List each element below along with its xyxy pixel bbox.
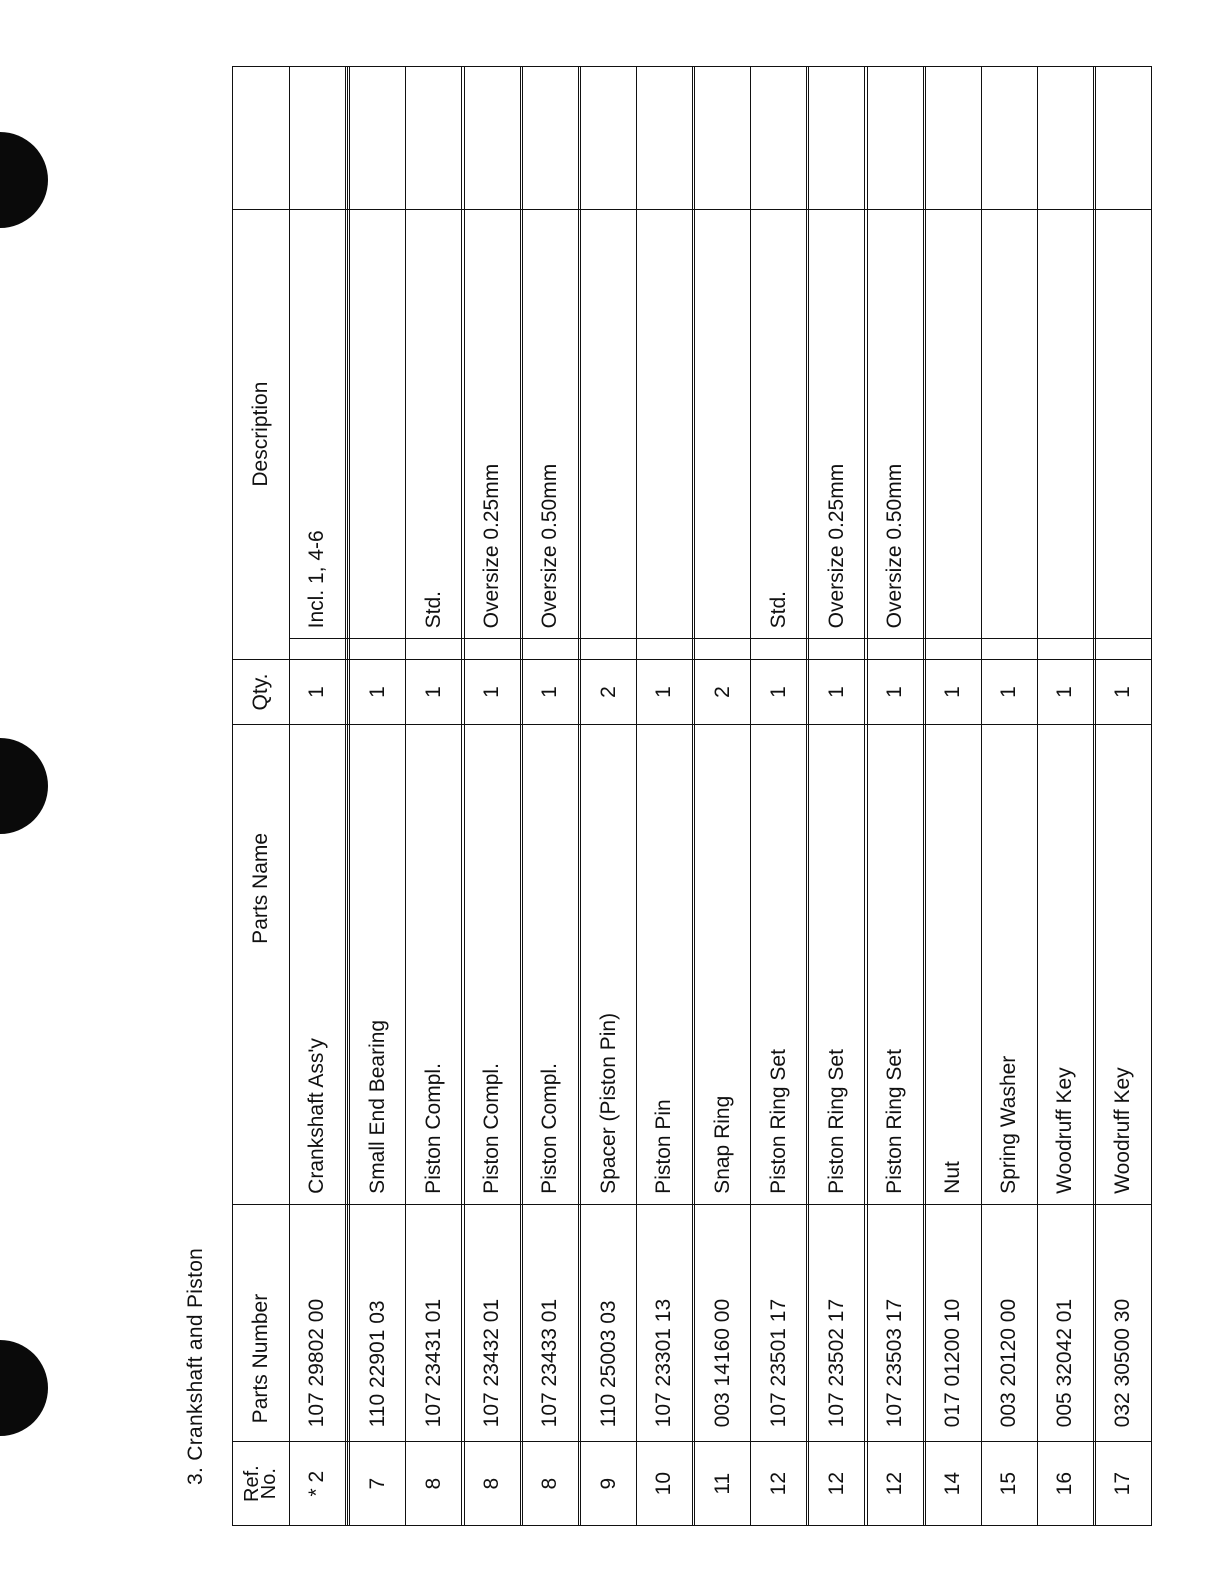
row-qty: 1	[925, 659, 981, 725]
table-row	[1095, 67, 1151, 1526]
row-parts-number: 107 23433 01	[522, 1204, 578, 1442]
row-qty: 1	[290, 659, 346, 725]
row-ref-no: 9	[581, 1442, 637, 1526]
binder-hole-middle	[0, 738, 48, 834]
row-description: Oversize 0.25mm	[809, 209, 865, 639]
binder-hole-top	[0, 132, 48, 228]
row-extra	[464, 67, 520, 210]
row-qty: 1	[636, 659, 692, 725]
table-row	[809, 67, 865, 1526]
row-gap	[981, 639, 1037, 659]
row-gap	[751, 639, 807, 659]
table-row	[290, 67, 346, 1526]
row-gap	[581, 639, 637, 659]
row-parts-name: Woodruff Key	[1095, 725, 1151, 1205]
row-gap	[925, 639, 981, 659]
row-parts-name: Piston Compl.	[406, 725, 462, 1205]
row-qty: 1	[1095, 659, 1151, 725]
parts-table-body	[290, 67, 1152, 1526]
row-parts-number: 017 01200 10	[925, 1204, 981, 1442]
header-ref-no	[233, 1442, 290, 1526]
row-gap	[809, 639, 865, 659]
row-parts-number: 107 29802 00	[290, 1204, 346, 1442]
section-title: 3. Crankshaft and Piston	[184, 1247, 207, 1485]
row-parts-number: 107 23502 17	[809, 1204, 865, 1442]
row-parts-name: Piston Ring Set	[867, 725, 923, 1205]
table-row	[867, 67, 923, 1526]
row-extra	[809, 67, 865, 210]
row-qty: 1	[1037, 659, 1093, 725]
table-row	[751, 67, 807, 1526]
row-parts-number: 107 23432 01	[464, 1204, 520, 1442]
row-extra	[751, 67, 807, 210]
row-qty: 1	[751, 659, 807, 725]
row-description: Incl. 1, 4-6	[290, 209, 346, 639]
row-ref-no: 17	[1095, 1442, 1151, 1526]
header-ref-line2: No.	[258, 1468, 280, 1500]
row-qty: 2	[581, 659, 637, 725]
row-description	[350, 209, 406, 639]
row-ref-no: 12	[809, 1442, 865, 1526]
row-parts-name: Piston Ring Set	[751, 725, 807, 1205]
row-ref-no: 10	[636, 1442, 692, 1526]
header-parts-name: Parts Name	[233, 725, 290, 1205]
row-description	[695, 209, 751, 639]
row-gap	[1095, 639, 1151, 659]
header-extra	[233, 67, 290, 210]
row-extra	[1095, 67, 1151, 210]
table-row	[1037, 67, 1093, 1526]
row-ref-no: 7	[350, 1442, 406, 1526]
row-description: Oversize 0.50mm	[867, 209, 923, 639]
row-parts-number: 003 20120 00	[981, 1204, 1037, 1442]
row-parts-name: Piston Compl.	[522, 725, 578, 1205]
row-ref-no: * 2	[290, 1442, 346, 1526]
row-description	[1095, 209, 1151, 639]
row-extra	[981, 67, 1037, 210]
row-parts-number: 110 22901 03	[350, 1204, 406, 1442]
row-extra	[695, 67, 751, 210]
table-row	[406, 67, 462, 1526]
row-parts-name: Snap Ring	[695, 725, 751, 1205]
row-ref-no: 15	[981, 1442, 1037, 1526]
row-qty: 1	[350, 659, 406, 725]
header-ref-line1: Ref.	[241, 1465, 263, 1502]
row-gap	[406, 639, 462, 659]
row-qty: 1	[867, 659, 923, 725]
row-ref-no: 8	[464, 1442, 520, 1526]
row-extra	[1037, 67, 1093, 210]
row-description: Std.	[751, 209, 807, 639]
table-row	[581, 67, 637, 1526]
row-ref-no: 8	[406, 1442, 462, 1526]
row-gap	[350, 639, 406, 659]
row-gap	[290, 639, 346, 659]
row-parts-number: 005 32042 01	[1037, 1204, 1093, 1442]
row-description	[636, 209, 692, 639]
row-qty: 1	[981, 659, 1037, 725]
row-description: Std.	[406, 209, 462, 639]
row-gap	[522, 639, 578, 659]
row-parts-number: 107 23431 01	[406, 1204, 462, 1442]
row-parts-name: Woodruff Key	[1037, 725, 1093, 1205]
row-gap	[1037, 639, 1093, 659]
row-extra	[925, 67, 981, 210]
row-ref-no: 16	[1037, 1442, 1093, 1526]
table-row	[522, 67, 578, 1526]
table-row	[695, 67, 751, 1526]
row-extra	[581, 67, 637, 210]
row-gap	[464, 639, 520, 659]
row-extra	[290, 67, 346, 210]
row-qty: 1	[809, 659, 865, 725]
row-description	[1037, 209, 1093, 639]
row-gap	[867, 639, 923, 659]
row-extra	[406, 67, 462, 210]
row-gap	[636, 639, 692, 659]
table-row	[925, 67, 981, 1526]
header-description: Description	[233, 209, 290, 659]
parts-table	[232, 66, 1152, 1526]
table-row	[981, 67, 1037, 1526]
row-ref-no: 14	[925, 1442, 981, 1526]
row-description: Oversize 0.50mm	[522, 209, 578, 639]
row-parts-number: 107 23501 17	[751, 1204, 807, 1442]
row-parts-number: 003 14160 00	[695, 1204, 751, 1442]
row-ref-no: 8	[522, 1442, 578, 1526]
row-ref-no: 12	[867, 1442, 923, 1526]
row-parts-number: 032 30500 30	[1095, 1204, 1151, 1442]
row-parts-name: Nut	[925, 725, 981, 1205]
header-qty: Qty.	[233, 659, 290, 725]
row-parts-name: Crankshaft Ass'y	[290, 725, 346, 1205]
header-parts-number: Parts Number	[233, 1204, 290, 1442]
row-parts-number: 110 25003 03	[581, 1204, 637, 1442]
row-description	[925, 209, 981, 639]
row-qty: 1	[464, 659, 520, 725]
table-row	[350, 67, 406, 1526]
parts-list-sheet	[232, 66, 1152, 1526]
row-parts-name: Small End Bearing	[350, 725, 406, 1205]
row-parts-name: Piston Ring Set	[809, 725, 865, 1205]
row-qty: 1	[406, 659, 462, 725]
row-extra	[636, 67, 692, 210]
row-parts-number: 107 23301 13	[636, 1204, 692, 1442]
row-qty: 1	[522, 659, 578, 725]
row-description	[981, 209, 1037, 639]
row-parts-name: Spacer (Piston Pin)	[581, 725, 637, 1205]
row-description	[581, 209, 637, 639]
row-ref-no: 12	[751, 1442, 807, 1526]
row-ref-no: 11	[695, 1442, 751, 1526]
row-description: Oversize 0.25mm	[464, 209, 520, 639]
row-extra	[350, 67, 406, 210]
row-parts-name: Piston Compl.	[464, 725, 520, 1205]
row-parts-name: Piston Pin	[636, 725, 692, 1205]
row-parts-number: 107 23503 17	[867, 1204, 923, 1442]
row-qty: 2	[695, 659, 751, 725]
binder-hole-bottom	[0, 1340, 48, 1436]
row-extra	[867, 67, 923, 210]
table-row	[464, 67, 520, 1526]
row-parts-name: Spring Washer	[981, 725, 1037, 1205]
table-row	[636, 67, 692, 1526]
row-extra	[522, 67, 578, 210]
row-gap	[695, 639, 751, 659]
table-header-row	[233, 67, 290, 1526]
